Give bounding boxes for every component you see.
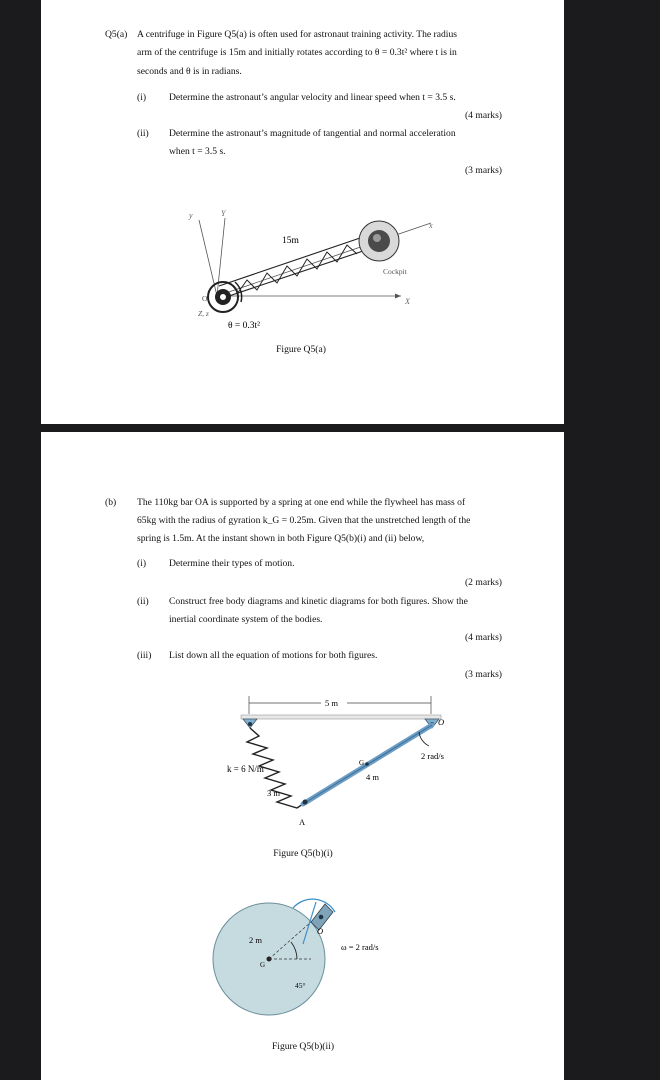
q5b-part-ii-text: Construct free body diagrams and kinetic diagrams for both figures. Show the bbox=[169, 596, 468, 607]
astronaut-icon bbox=[373, 234, 381, 242]
q5a-part-ii-num: (ii) bbox=[137, 128, 149, 139]
angle-label: 45° bbox=[295, 981, 306, 990]
label-G: G bbox=[359, 759, 365, 767]
axis-Y-label: Y bbox=[221, 209, 226, 218]
axis-x-rotated bbox=[217, 223, 431, 296]
q5b-part-i-marks: (2 marks) bbox=[464, 577, 502, 588]
ceiling bbox=[241, 715, 441, 719]
axis-X-label: X bbox=[405, 297, 410, 306]
figure-q5b-i-caption: Figure Q5(b)(i) bbox=[273, 848, 333, 859]
q5b-label: (b) bbox=[105, 497, 117, 508]
figure-q5b-i-bar-spring bbox=[41, 432, 564, 1080]
page-q5b bbox=[41, 432, 564, 1080]
flywheel-O-label: O bbox=[317, 926, 324, 936]
q5a-part-i-marks: (4 marks) bbox=[464, 110, 502, 121]
q5a-intro-line3: seconds and θ is in radians. bbox=[137, 66, 242, 77]
figure-q5a-centrifuge bbox=[41, 0, 564, 424]
spring-stiffness-label: k = 6 N/m bbox=[227, 764, 264, 774]
radius-label: 2 m bbox=[249, 935, 262, 945]
q5b-part-ii-text2: inertial coordinate system of the bodies. bbox=[169, 614, 323, 625]
point-A bbox=[303, 800, 308, 805]
theta-equation: θ = 0.3t² bbox=[228, 321, 261, 331]
point-G bbox=[365, 762, 369, 766]
q5b-part-i-text: Determine their types of motion. bbox=[169, 558, 295, 569]
span-label: 5 m bbox=[325, 698, 338, 708]
omega-label: 2 rad/s bbox=[421, 751, 444, 761]
label-O: O bbox=[438, 717, 445, 727]
left-pin bbox=[248, 722, 252, 726]
q5a-part-i-text: Determine the astronaut’s angular velocity and linear speed when t = 3.5 s. bbox=[169, 92, 456, 103]
figure-q5a-caption: Figure Q5(a) bbox=[276, 344, 326, 355]
q5b-part-ii-num: (ii) bbox=[137, 596, 149, 607]
axis-X-arrow bbox=[395, 294, 401, 299]
label-A: A bbox=[299, 817, 306, 827]
q5b-intro-line1: The 110kg bar OA is supported by a spring at one end while the flywheel has mass of bbox=[137, 497, 466, 508]
q5a-part-ii-text2: when t = 3.5 s. bbox=[169, 146, 226, 157]
q5b-part-i-num: (i) bbox=[137, 558, 147, 569]
figure-q5b-ii-caption: Figure Q5(b)(ii) bbox=[271, 1041, 335, 1052]
q5b-part-iii-text: List down all the equation of motions for both figures. bbox=[169, 650, 378, 661]
q5b-intro-line2: 65kg with the radius of gyration k_G = 0.25m. Given that the unstretched length of the bbox=[137, 515, 471, 526]
q5a-part-ii-text: Determine the astronaut’s magnitude of tangential and normal acceleration bbox=[169, 128, 456, 139]
axis-x-small-label: x bbox=[429, 221, 433, 230]
q5b-part-iii-marks: (3 marks) bbox=[464, 669, 502, 680]
truss-diagonals bbox=[237, 245, 357, 294]
q5a-intro-line2: arm of the centrifuge is 15m and initially rotates according to θ = 0.3t² where t is in bbox=[137, 47, 457, 58]
hub-pin bbox=[220, 294, 226, 300]
flywheel-omega-label: ω = 2 rad/s bbox=[341, 942, 379, 952]
axis-y-small-label: y bbox=[189, 211, 193, 220]
arm-length-label: 15m bbox=[282, 236, 299, 246]
q5a-label: Q5(a) bbox=[105, 29, 128, 40]
q5b-part-ii-marks: (4 marks) bbox=[464, 632, 502, 643]
cockpit-label: Cockpit bbox=[383, 267, 407, 276]
q5b-part-iii-num: (iii) bbox=[137, 650, 152, 661]
pin-O-flywheel bbox=[319, 915, 324, 920]
truss-bottom-chord bbox=[223, 249, 369, 298]
flywheel-G-label: G bbox=[260, 961, 266, 969]
z-axis-label: Z, z bbox=[198, 309, 209, 318]
spring-length-label: 3 m bbox=[267, 788, 280, 798]
q5a-part-ii-marks: (3 marks) bbox=[464, 165, 502, 176]
origin-label: O bbox=[202, 294, 208, 303]
q5a-part-i-num: (i) bbox=[137, 92, 147, 103]
q5a-intro-line1: A centrifuge in Figure Q5(a) is often used for astronaut training activity. The radius bbox=[137, 29, 457, 40]
page-q5a bbox=[41, 0, 564, 424]
q5b-intro-line3: spring is 1.5m. At the instant shown in both Figure Q5(b)(i) and (ii) below, bbox=[137, 533, 425, 544]
bar-length-label: 4 m bbox=[366, 772, 379, 782]
